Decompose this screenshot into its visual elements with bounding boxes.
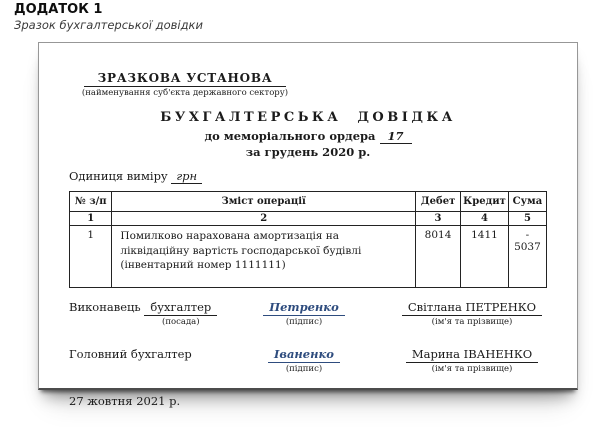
- cell-row-num: 1: [70, 226, 112, 288]
- institution-name: ЗРАЗКОВА УСТАНОВА: [84, 71, 287, 87]
- executor-signature-caption: (підпис): [285, 317, 323, 328]
- executor-position: бухгалтер: [144, 300, 217, 316]
- col-number-3: 3: [415, 212, 460, 226]
- chief-accountant-signature-block: [254, 347, 354, 374]
- appendix-subtitle: Зразок бухгалтерської довідки: [14, 18, 203, 32]
- col-header-num: № з/п: [70, 192, 112, 212]
- executor-name-block: [397, 300, 547, 327]
- signature-row-chief-accountant: [69, 347, 547, 374]
- institution-block: [69, 67, 301, 98]
- executor-signature-block: [254, 300, 354, 327]
- executor-role-label: Виконавець: [69, 300, 141, 315]
- table-row: [70, 226, 547, 288]
- period-line: за грудень 2020 р.: [245, 145, 371, 159]
- col-number-1: 1: [70, 212, 112, 226]
- chief-accountant-name-block: [397, 347, 547, 374]
- col-number-5: 5: [508, 212, 546, 226]
- cell-operation: Помилково нарахована амортизація на ліквідаційну вартість господарської будівлі (інвентарний номер 1111111): [112, 226, 416, 288]
- operations-table: [69, 191, 547, 288]
- executor-position-caption: (посада): [162, 317, 200, 328]
- cell-debit: 8014: [415, 226, 460, 288]
- appendix-header: [14, 2, 203, 32]
- institution-caption: (найменування суб'єкта державного сектору): [81, 88, 289, 98]
- executor-role: [69, 300, 254, 327]
- col-number-4: 4: [461, 212, 509, 226]
- cell-sum: - 5037: [508, 226, 546, 288]
- document-title: БУХГАЛТЕРСЬКА ДОВІДКА: [160, 110, 456, 125]
- order-line: [69, 129, 547, 143]
- cell-credit: 1411: [461, 226, 509, 288]
- chief-accountant-signature-caption: (підпис): [285, 364, 323, 375]
- chief-accountant-name: Марина ІВАНЕНКО: [406, 347, 538, 363]
- document-page: [38, 42, 578, 409]
- table-header-row: [70, 192, 547, 212]
- chief-accountant-name-caption: (ім'я та прізвище): [431, 364, 513, 375]
- col-header-operation: Зміст операції: [112, 192, 416, 212]
- chief-accountant-signature: Іваненко: [268, 347, 340, 363]
- unit-value: грн: [171, 169, 202, 184]
- order-line-label: до меморіального ордера: [204, 129, 376, 143]
- col-header-credit: Кредит: [461, 192, 509, 212]
- title-block: [69, 110, 547, 159]
- executor-name-caption: (ім'я та прізвище): [431, 317, 513, 328]
- unit-line: [69, 169, 547, 183]
- table-numbering-row: [70, 212, 547, 226]
- signature-row-executor: [69, 300, 547, 327]
- chief-accountant-role: [69, 347, 254, 361]
- order-number: 17: [380, 129, 412, 144]
- col-header-sum: Сума: [508, 192, 546, 212]
- col-number-2: 2: [112, 212, 416, 226]
- executor-signature: Петренко: [263, 300, 345, 316]
- appendix-title: ДОДАТОК 1: [14, 2, 103, 17]
- col-header-debit: Дебет: [415, 192, 460, 212]
- document-date: 27 жовтня 2021 р.: [69, 394, 181, 409]
- executor-name: Світлана ПЕТРЕНКО: [402, 300, 542, 316]
- chief-accountant-role-label: Головний бухгалтер: [69, 347, 192, 362]
- unit-label: Одиниця виміру: [69, 169, 168, 183]
